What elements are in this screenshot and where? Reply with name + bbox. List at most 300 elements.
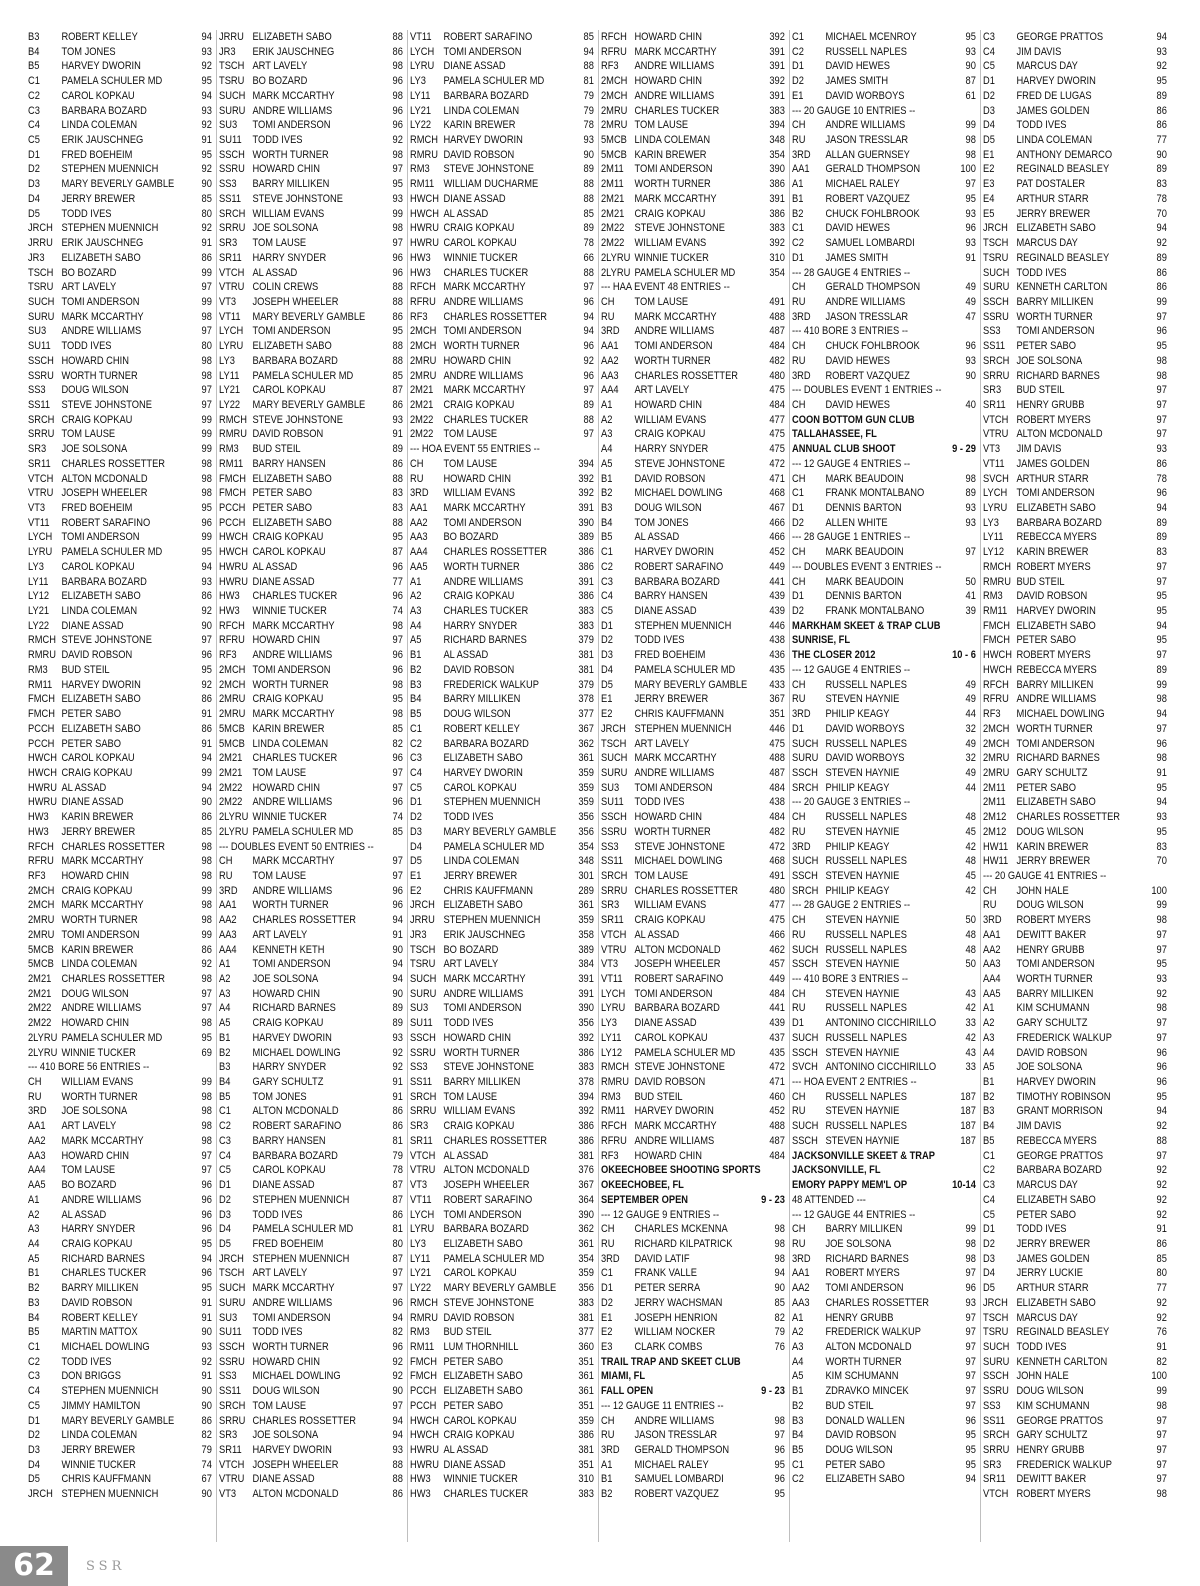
result-row (792, 280, 976, 295)
result-row (983, 45, 1167, 60)
shooter-name: STEVE JOHNSTONE (634, 457, 725, 470)
result-row (983, 472, 1167, 487)
score: 94 (392, 1429, 403, 1442)
result-row (410, 339, 594, 354)
result-row (792, 943, 976, 958)
shooter-name: JERRY BREWER (1016, 207, 1091, 220)
score: 94 (1156, 31, 1167, 43)
shooter-name: KARIN BREWER (61, 943, 134, 956)
score: 381 (578, 1444, 594, 1456)
class-code: RM3 (601, 1090, 621, 1103)
shooter-name: ERIK JAUSCHNEG (61, 237, 144, 250)
result-row (28, 383, 212, 398)
score: 49 (965, 295, 976, 308)
result-row (601, 678, 785, 693)
class-code: TSCH (601, 737, 627, 750)
shooter-name: ELIZABETH SABO (61, 693, 141, 706)
result-row (601, 972, 785, 987)
class-code: LY12 (601, 1046, 623, 1059)
result-row (28, 1443, 212, 1458)
result-row (28, 781, 212, 796)
shooter-name: TODD IVES (1016, 1223, 1067, 1236)
score: 187 (960, 1134, 976, 1147)
shooter-name: CHARLES ROSSETTER (634, 884, 739, 897)
shooter-name: CRAIG KOPKAU (443, 1120, 515, 1133)
shooter-name: PAMELA SCHULER MD (252, 369, 354, 382)
column-divider (980, 30, 981, 1542)
shooter-name: TODD IVES (252, 1326, 303, 1339)
event-header (601, 1399, 785, 1414)
class-code: 2LYRU (28, 1046, 58, 1059)
result-row (410, 1399, 594, 1414)
result-row (410, 486, 594, 501)
shooter-name: HARVEY DWORIN (634, 546, 714, 559)
result-row (219, 1104, 403, 1119)
score: 91 (201, 1296, 212, 1309)
score: 487 (769, 1134, 785, 1147)
class-code: VTCH (983, 1488, 1009, 1501)
result-row (219, 339, 403, 354)
score: 377 (578, 708, 594, 721)
shooter-name: ANDRE WILLIAMS (252, 1296, 333, 1309)
score: 44 (965, 781, 976, 794)
score: 92 (1156, 1164, 1167, 1177)
class-code: D1 (792, 590, 804, 603)
class-code: AA3 (410, 531, 428, 544)
class-code: RMRU (28, 649, 56, 662)
shooter-name: JERRY BREWER (1016, 1237, 1091, 1250)
result-row (792, 1134, 976, 1149)
class-code: A5 (28, 1252, 40, 1265)
result-row (983, 1031, 1167, 1046)
score: 86 (1156, 1237, 1167, 1250)
score: 438 (769, 634, 785, 647)
score: 88 (392, 1473, 403, 1486)
score: 446 (769, 619, 785, 632)
class-code: 2MRU (601, 119, 628, 132)
score: 462 (769, 943, 785, 956)
shooter-name: RUSSELL NAPLES (825, 855, 907, 868)
score: 98 (1156, 369, 1167, 382)
shooter-name: PETER SABO (252, 487, 313, 500)
class-code: D3 (601, 649, 613, 662)
shooter-name: TOMI ANDERSON (61, 531, 140, 544)
score: 310 (578, 1473, 594, 1486)
result-row (28, 1340, 212, 1355)
class-code: AA1 (219, 899, 237, 912)
class-code: CH (792, 811, 806, 824)
score: 66 (583, 251, 594, 264)
result-row (28, 854, 212, 869)
score: 97 (1156, 384, 1167, 397)
shooter-name: JOHN HALE (1016, 1370, 1069, 1383)
shooter-name: JOSEPH WHEELER (61, 487, 148, 500)
shooter-name: JERRY BREWER (443, 869, 518, 882)
class-code: E2 (601, 708, 613, 721)
class-code: SSRU (983, 1385, 1009, 1398)
shooter-name: MARK BEAUDOIN (825, 575, 904, 588)
shooter-name: CRAIG KOPKAU (61, 1237, 133, 1250)
score: 80 (201, 207, 212, 220)
shooter-name: RICHARD BARNES (1016, 369, 1100, 382)
score: 97 (1156, 560, 1167, 573)
shooter-name: GARY SCHULTZ (1016, 1017, 1088, 1030)
shooter-name: HOWARD CHIN (443, 1031, 511, 1044)
shooter-name: TOMI ANDERSON (443, 1002, 522, 1015)
shooter-name: CHARLES ROSSETTER (634, 369, 739, 382)
club-header-text: FALL OPEN (601, 1385, 654, 1398)
class-code: TSRU (983, 251, 1009, 264)
score: 95 (201, 75, 212, 88)
result-row (983, 1149, 1167, 1164)
result-row (28, 1075, 212, 1090)
shooter-name: ROBERT SARAFINO (443, 31, 533, 43)
shooter-name: JOSEPH WHEELER (252, 1458, 339, 1471)
class-code: D2 (792, 75, 804, 88)
club-header-text: COON BOTTOM GUN CLUB (792, 413, 915, 426)
score: 391 (578, 575, 594, 588)
shooter-name: HENRY GRUBB (1016, 1444, 1085, 1456)
score: 70 (1156, 855, 1167, 868)
score: 96 (1156, 1046, 1167, 1059)
shooter-name: STEVEN HAYNIE (825, 1046, 900, 1059)
result-row (983, 177, 1167, 192)
result-row (410, 45, 594, 60)
class-code: RM3 (219, 443, 239, 456)
score: 33 (965, 1061, 976, 1074)
shooter-name: KARIN BREWER (61, 811, 134, 824)
shooter-name: TOMI ANDERSON (1016, 325, 1095, 338)
shooter-name: CRAIG KOPKAU (252, 693, 324, 706)
score: 83 (1156, 546, 1167, 559)
class-code: HWCH (28, 766, 57, 779)
shooter-name: FREDERICK WALKUP (443, 678, 539, 691)
result-row (983, 678, 1167, 693)
shooter-name: PETER SABO (1016, 634, 1077, 647)
result-row (792, 207, 976, 222)
score: 90 (965, 60, 976, 73)
class-code: RU (601, 1429, 615, 1442)
score: 97 (1156, 1458, 1167, 1471)
shooter-name: MARK MCCARTHY (252, 1282, 335, 1295)
shooter-name: PAMELA SCHULER MD (634, 1046, 736, 1059)
class-code: SS11 (410, 1076, 433, 1089)
score: 99 (201, 766, 212, 779)
class-code: VTCH (410, 1149, 436, 1162)
score: 91 (1156, 1223, 1167, 1236)
shooter-name: TODD IVES (61, 1355, 112, 1368)
shooter-name: KARIN BREWER (252, 722, 325, 735)
result-row (410, 854, 594, 869)
event-header-text: --- 12 GAUGE 44 ENTRIES -- (792, 1208, 916, 1221)
result-row (601, 369, 785, 384)
result-row (219, 1060, 403, 1075)
shooter-name: GARY SCHULTZ (1016, 766, 1088, 779)
shooter-name: BO BOZARD (443, 943, 499, 956)
score: 97 (965, 178, 976, 191)
score: 379 (578, 678, 594, 691)
class-code: JRCH (983, 1296, 1008, 1309)
score: 384 (578, 958, 594, 971)
class-code: VTRU (410, 1164, 436, 1177)
score: 391 (578, 987, 594, 1000)
class-code: 2MCH (410, 325, 437, 338)
result-row (792, 59, 976, 74)
class-code: 2MRU (983, 752, 1010, 765)
class-code: 3RD (410, 487, 429, 500)
score: 92 (392, 1061, 403, 1074)
class-code: TSCH (219, 60, 245, 73)
class-code: C1 (219, 1105, 231, 1118)
score: 394 (578, 457, 594, 470)
class-code: C5 (410, 781, 422, 794)
result-row (983, 1296, 1167, 1311)
score: 386 (578, 1134, 594, 1147)
result-row (792, 1252, 976, 1267)
score: 94 (201, 89, 212, 102)
shooter-name: TOM JONES (61, 45, 116, 58)
shooter-name: STEVEN HAYNIE (825, 825, 900, 838)
class-code: A1 (792, 178, 804, 191)
result-row (601, 1016, 785, 1031)
class-code: SSRU (28, 369, 54, 382)
class-code: D5 (28, 207, 40, 220)
class-code: RF3 (601, 1149, 619, 1162)
result-row (410, 913, 594, 928)
score: 379 (578, 634, 594, 647)
shooter-name: PETER SABO (825, 1458, 886, 1471)
class-code: FMCH (219, 487, 246, 500)
class-code: SSRU (219, 1355, 245, 1368)
result-row (792, 1311, 976, 1326)
class-code: SUCH (792, 943, 819, 956)
result-row (983, 1266, 1167, 1281)
result-row (28, 266, 212, 281)
result-row (792, 1222, 976, 1237)
shooter-name: CHARLES TUCKER (252, 590, 338, 603)
score: 93 (965, 45, 976, 58)
event-header (792, 1208, 976, 1223)
class-code: RU (792, 825, 806, 838)
shooter-name: PHILIP KEAGY (825, 884, 890, 897)
class-code: RFRU (983, 693, 1009, 706)
score: 74 (392, 605, 403, 618)
shooter-name: DAVID LATIF (634, 1252, 690, 1265)
shooter-name: WILLIAM EVANS (443, 487, 516, 500)
shooter-name: ARTHUR STARR (1016, 192, 1089, 205)
result-row (792, 177, 976, 192)
shooter-name: HARVEY DWORIN (1016, 75, 1096, 88)
score: 383 (769, 104, 785, 117)
shooter-name: DIANE ASSAD (634, 605, 697, 618)
class-code: AA2 (28, 1134, 46, 1147)
class-code: B2 (601, 487, 613, 500)
score: 484 (769, 398, 785, 411)
class-code: SSCH (28, 354, 54, 367)
result-row (410, 1325, 594, 1340)
class-code: SU3 (410, 1002, 429, 1015)
score: 86 (1156, 457, 1167, 470)
event-header-text: --- DOUBLES EVENT 3 ENTRIES -- (792, 560, 942, 573)
result-row (983, 1237, 1167, 1252)
shooter-name: TOM LAUSE (634, 869, 689, 882)
result-row (983, 280, 1167, 295)
shooter-name: ROBERT SARAFINO (634, 973, 724, 985)
result-row (410, 162, 594, 177)
score: 100 (1151, 884, 1167, 897)
class-code: B3 (983, 1105, 995, 1118)
shooter-name: CHARLES ROSSETTER (443, 546, 548, 559)
result-row (410, 1090, 594, 1105)
shooter-name: DAVID ROBSON (1016, 1046, 1088, 1059)
shooter-name: JERRY BREWER (61, 192, 136, 205)
class-code: 2MRU (601, 104, 628, 117)
score: 475 (769, 737, 785, 750)
result-row (28, 810, 212, 825)
class-code: 2MRU (410, 369, 437, 382)
shooter-name: ROBERT SARAFINO (634, 560, 724, 573)
result-row (983, 104, 1167, 119)
class-code: LYRU (601, 1002, 626, 1015)
score: 95 (392, 693, 403, 706)
shooter-name: ANTONINO CICCHIRILLO (825, 1061, 937, 1074)
score: 96 (583, 369, 594, 382)
score: 362 (578, 737, 594, 750)
score: 92 (1156, 1311, 1167, 1324)
shooter-name: MARK MCCARTHY (634, 310, 717, 323)
shooter-name: STEVEN HAYNIE (825, 914, 900, 927)
class-code: SRCH (410, 1090, 437, 1103)
class-code: FMCH (410, 1370, 437, 1383)
score: 95 (1156, 1090, 1167, 1103)
result-row (410, 795, 594, 810)
result-row (219, 442, 403, 457)
event-header-text: --- 20 GAUGE 41 ENTRIES -- (983, 869, 1107, 882)
score: 390 (578, 1208, 594, 1221)
shooter-name: FRED BOEHEIM (61, 502, 133, 514)
score: 351 (578, 1458, 594, 1471)
club-header-text: SUNRISE, FL (792, 634, 851, 647)
result-row (601, 1458, 785, 1473)
class-code: E1 (410, 869, 422, 882)
class-code: SSCH (410, 1031, 436, 1044)
shooter-name: DEWITT BAKER (1016, 1473, 1087, 1486)
score: 70 (1156, 207, 1167, 220)
shooter-name: ELIZABETH SABO (252, 31, 332, 43)
result-row (792, 74, 976, 89)
score: 78 (1156, 192, 1167, 205)
result-row (410, 295, 594, 310)
result-row (410, 148, 594, 163)
class-code: SRCH (219, 1399, 246, 1412)
score: 98 (201, 899, 212, 912)
class-code: SU3 (219, 119, 238, 132)
result-row (28, 1104, 212, 1119)
shooter-name: FREDERICK WALKUP (825, 1326, 921, 1339)
class-code: 2MRU (219, 708, 246, 721)
shooter-name: DAVID ROBSON (825, 1429, 897, 1442)
class-code: A4 (983, 1046, 995, 1059)
results-columns (28, 30, 1170, 1542)
class-code: HWRU (410, 1458, 439, 1471)
score: 100 (1151, 1370, 1167, 1383)
shooter-name: ROBERT MYERS (1016, 413, 1091, 426)
result-row (410, 472, 594, 487)
result-row (28, 678, 212, 693)
result-row (410, 221, 594, 236)
score: 95 (774, 1488, 785, 1501)
shooter-name: STEVEN HAYNIE (825, 693, 900, 706)
score: 93 (392, 1031, 403, 1044)
class-code: RM11 (28, 678, 53, 691)
shooter-name: CHRIS KAUFFMANN (443, 884, 534, 897)
shooter-name: ALTON MCDONALD (252, 1105, 339, 1118)
class-code: LY3 (983, 516, 999, 529)
results-column-2 (219, 30, 403, 1542)
class-code: D1 (28, 148, 40, 161)
score: 488 (769, 752, 785, 765)
score: 83 (392, 487, 403, 500)
score: 49 (965, 281, 976, 294)
shooter-name: LINDA COLEMAN (61, 958, 138, 971)
result-row (410, 928, 594, 943)
class-code: PCCH (219, 516, 246, 529)
shooter-name: PETER SABO (443, 1355, 504, 1368)
event-header-text: --- 20 GAUGE 10 ENTRIES -- (792, 104, 916, 117)
class-code: LYCH (410, 1208, 435, 1221)
shooter-name: RICHARD BARNES (61, 1252, 145, 1265)
shooter-name: KIM SCHUMANN (1016, 1399, 1090, 1412)
shooter-name: ROBERT VAZQUEZ (825, 369, 910, 382)
score: 43 (965, 1046, 976, 1059)
shooter-name: LINDA COLEMAN (61, 1429, 138, 1442)
result-row (792, 1414, 976, 1429)
class-code: D5 (219, 1237, 231, 1250)
shoot-date: 10-14 (952, 1179, 976, 1192)
result-row (410, 1487, 594, 1502)
shooter-name: HENRY GRUBB (1016, 398, 1085, 411)
class-code: JRRU (28, 237, 53, 250)
result-row (792, 692, 976, 707)
shooter-name: PETER SABO (61, 708, 122, 721)
result-row (792, 133, 976, 148)
shooter-name: TODD IVES (61, 207, 112, 220)
result-row (983, 1443, 1167, 1458)
class-code: AA1 (28, 1120, 46, 1133)
result-row (983, 427, 1167, 442)
class-code: RU (792, 1105, 806, 1118)
shooter-name: ELIZABETH SABO (61, 590, 141, 603)
result-row (983, 221, 1167, 236)
class-code: RMCH (983, 560, 1011, 573)
result-row (601, 707, 785, 722)
shooter-name: STEVEN HAYNIE (825, 987, 900, 1000)
result-row (792, 221, 976, 236)
result-row (410, 1016, 594, 1031)
shooter-name: FREDERICK WALKUP (1016, 1031, 1112, 1044)
score: 50 (965, 575, 976, 588)
result-row (792, 1399, 976, 1414)
score: 477 (769, 899, 785, 912)
result-row (410, 89, 594, 104)
club-header (601, 1355, 785, 1370)
score: 99 (1156, 295, 1167, 308)
class-code: D4 (28, 1458, 40, 1471)
shooter-name: STEPHEN MUENNICH (61, 1488, 159, 1501)
shooter-name: HOWARD CHIN (61, 869, 129, 882)
result-row (792, 840, 976, 855)
result-row (601, 1046, 785, 1061)
